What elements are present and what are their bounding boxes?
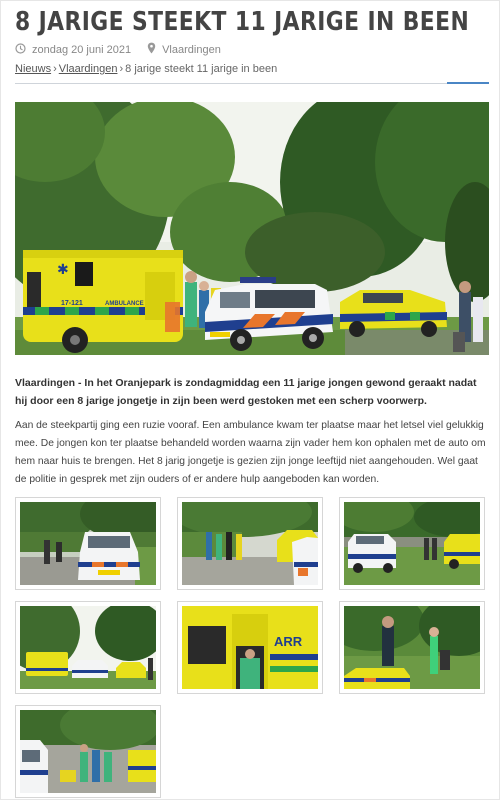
gallery-photo	[20, 502, 156, 585]
article-body: Aan de steekpartij ging een ruzie vooraf. Een ambulance kwam ter plaatse maar het letsel viel gelukkig mee. De jongen kon ter plaatse behandeld worden waarna zijn vader hem kon ophalen met de auto om hem naar huis te brengen. Het 8 jarig jongetje is gezien zijn jonge leeftijd niet aangehouden. Wel gaat de politie in gesprek met zijn ouders of er andere hulp aangeboden kan worden.	[15, 420, 486, 485]
gallery-photo	[20, 606, 156, 689]
breadcrumb-separator: ›	[53, 63, 57, 75]
gallery-photo	[344, 502, 480, 585]
divider-accent	[447, 82, 489, 84]
breadcrumb-link-nieuws[interactable]: Nieuws	[15, 63, 52, 75]
gallery-thumbnail[interactable]	[177, 497, 323, 590]
gallery-thumbnail[interactable]	[177, 601, 323, 694]
gallery-thumbnail[interactable]	[339, 601, 485, 694]
gallery-photo	[182, 606, 318, 689]
ambulance-number: 17-121	[61, 300, 83, 307]
article-location: Vlaardingen	[162, 43, 221, 56]
gallery-photo	[182, 502, 318, 585]
hero-photo	[15, 102, 489, 355]
article-lead: Vlaardingen - In het Oranjepark is zondagmiddag een 11 jarige jongen gewond geraakt nadat hij door een 8 jarige jongetje in zijn been werd gestoken met een scherp voorwerp.	[15, 377, 477, 407]
svg-text:✱: ✱	[57, 261, 69, 277]
gallery-photo	[20, 710, 156, 793]
page-title: 8 JARIGE STEEKT 11 JARIGE IN BEEN	[15, 7, 470, 37]
gallery-thumbnail[interactable]	[15, 497, 161, 590]
article-meta	[15, 42, 221, 57]
gallery-photo	[344, 606, 480, 689]
breadcrumb-link-vlaardingen[interactable]: Vlaardingen	[58, 63, 118, 75]
gallery-thumbnail[interactable]	[15, 705, 161, 798]
gallery-thumbnail[interactable]	[15, 601, 161, 694]
breadcrumb	[15, 63, 277, 75]
ambulance-logo: ARR	[274, 634, 303, 649]
ambulance-label: AMBULANCE	[105, 301, 144, 307]
map-pin-icon	[147, 42, 156, 57]
gallery-thumbnail[interactable]	[339, 497, 485, 590]
title-divider	[15, 83, 489, 84]
clock-icon	[15, 43, 26, 57]
breadcrumb-separator: ›	[119, 63, 124, 75]
breadcrumb-current: 8 jarige steekt 11 jarige in been	[125, 63, 278, 75]
article-date: zondag 20 juni 2021	[32, 43, 132, 56]
